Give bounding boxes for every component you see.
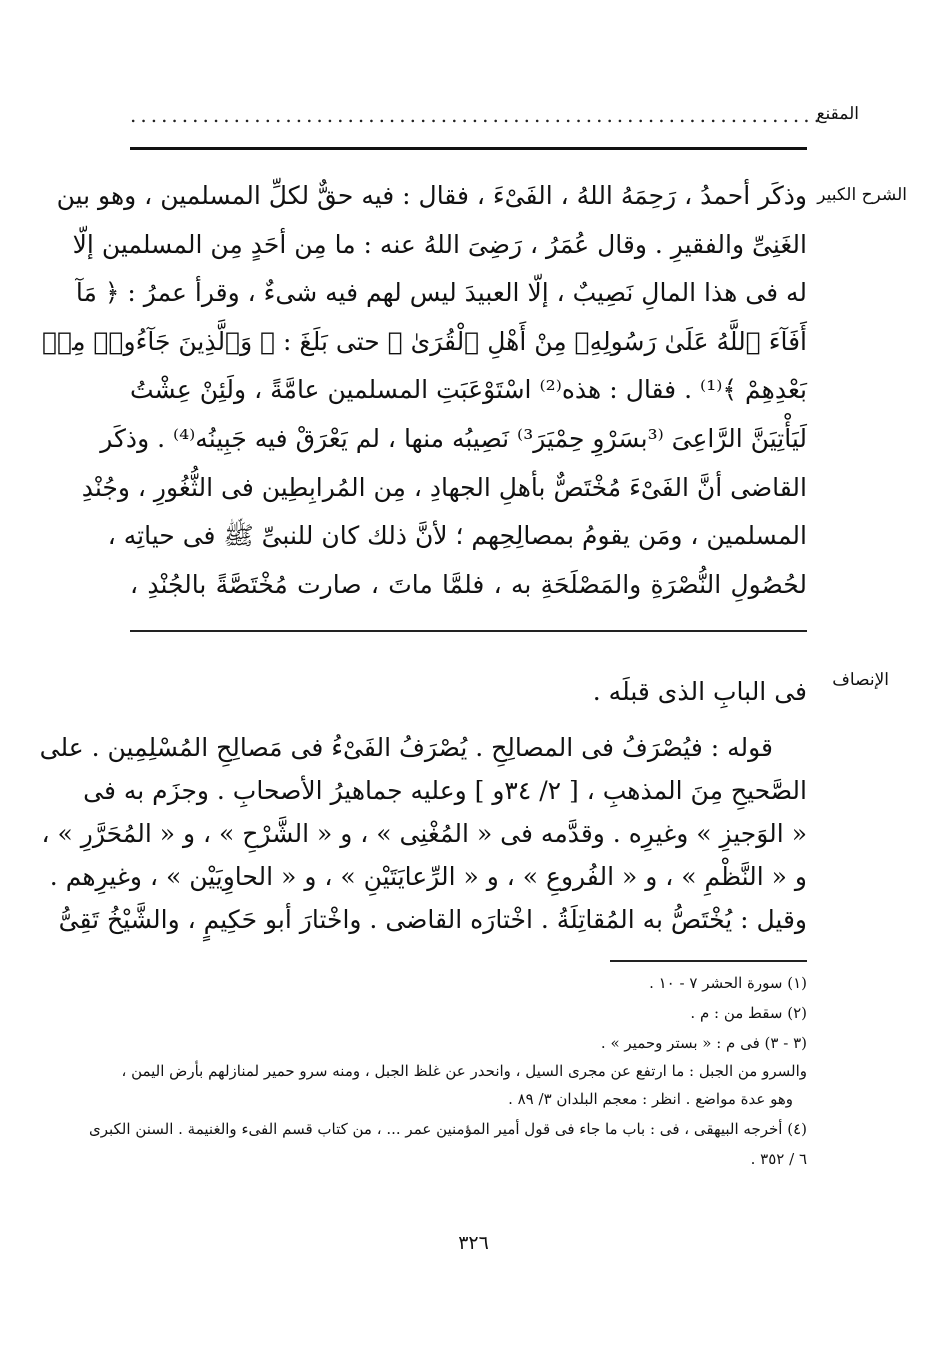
footnote-line: (٣ - ٣) فى م : « بستر وحمير » . bbox=[600, 1034, 807, 1052]
header-divider bbox=[130, 147, 807, 150]
sharh-line: القاضى أنَّ الفَىْءَ مُخْتَصٌّ بأهلِ الجهادِ ، مِن المُرابِطِين فى الثُّغُورِ ، وجُنْدِ bbox=[81, 472, 807, 502]
sharh-line: المسلمين ، ومَن يقومُ بمصالِحِهم ؛ لأنَّ ذلك كان للنبىِّ ﷺ فى حياتِه ، bbox=[107, 521, 807, 551]
insaf-line: فى البابِ الذى قبلَه . bbox=[592, 677, 807, 706]
insaf-line: « الوَجيزِ » وغيرِه . وقدَّمه فى « المُغْنِى » ، و « الشَّرْحِ » ، و « المُحَرَّرِ » ، bbox=[41, 819, 807, 848]
sharh-line: بَعْدِهِمْ ﴾⁽¹⁾ . فقال : هذه⁽²⁾ اسْتَوْعَبَتِ المسلمين عامَّةً ، ولَئِنْ عِشْتُ bbox=[130, 375, 807, 405]
sharh-line: وذكَر أحمدُ ، رَحِمَهُ اللهُ ، الفَىْءَ ، فقال : فيه حقٌّ لكلِّ المسلمين ، وهو بين bbox=[56, 181, 807, 210]
footnote-line: (١) سورة الحشر ٧ - ١٠ . bbox=[649, 974, 807, 992]
sharh-line: لَيَأْتِيَنَّ الرَّاعِىَ ⁽³بسَرْوِ حِمْيَرَ³⁾ نَصِيبُه منها ، لم يَعْرَقْ فيه جَبِينُه⁽⁴⁾ . وذكَر bbox=[100, 423, 807, 453]
insaf-section-label: الإنصاف bbox=[832, 670, 889, 690]
section-divider bbox=[130, 630, 807, 632]
muqni-dotted-line: ................................................................... bbox=[130, 103, 824, 127]
sharh-line: الغَنِىِّ والفقيرِ . وقال عُمَرُ ، رَضِىَ اللهُ عنه : ما مِن أحَدٍ مِن المسلمين إلّا bbox=[72, 229, 807, 259]
insaf-text-block bbox=[39, 668, 807, 941]
insaf-line: و « النَّظْمِ » ، و « الفُروعِ » ، و « الرِّعايَتَيْنِ » ، و « الحاوِيَيْن » ، وغيرِهم . bbox=[49, 862, 807, 891]
sharh-section-label: الشرح الكبير bbox=[817, 185, 907, 205]
footnote-divider bbox=[610, 960, 807, 962]
footnote-line: والسرو من الجبل : ما ارتفع عن مجرى السيل ، وانحدر عن غلظ الجبل ، ومنه سرو حمير لمنازلهم بأرض اليمن ، bbox=[121, 1062, 807, 1080]
footnote-line: ٦ / ٣٥٢ . bbox=[750, 1150, 807, 1168]
muqni-header-label: المقنع bbox=[816, 104, 859, 124]
footnote-line: (٤) أخرجه البيهقى ، فى : باب ما جاء فى قول أمير المؤمنين عمر ... ، من كتاب قسم الفىء والغنيمة . السنن الكبرى bbox=[88, 1120, 807, 1138]
insaf-line: الصَّحيحِ مِنَ المذهبِ ، [ ٢/ ٣٤و ] وعليه جماهيرُ الأصحابِ . وجزَم به فى bbox=[83, 776, 807, 805]
footnote-line: (٢) سقط من : م . bbox=[690, 1004, 807, 1022]
insaf-line: وقيل : يُخْتَصُّ به المُقاتِلَةُ . اخْتارَه القاضى . واخْتارَ أبو حَكِيمٍ ، والشَّيْخُ تَقِىُّ bbox=[58, 905, 807, 934]
sharh-line: له فى هذا المالِ نَصِيبٌ ، إلّا العبيدَ ليس لهم فيه شىءٌ ، وقرأ عمرُ : ﴿ مَآ bbox=[75, 278, 807, 308]
footnotes-block bbox=[88, 968, 807, 1174]
footnote-line: وهو عدة مواضع . انظر : معجم البلدان ٣/ ٨٩ . bbox=[508, 1090, 793, 1108]
insaf-line: قوله : فيُصْرَفُ فى المصالِحِ . يُصْرَفُ الفَىْءُ فى مَصالِحِ المُسْلِمِين . على bbox=[39, 733, 773, 762]
page-number: ٣٢٦ bbox=[458, 1232, 489, 1254]
sharh-text-block bbox=[42, 172, 807, 609]
sharh-line: أَفَآءَ ٱللَّهُ عَلَىٰ رَسُولِهِۦ مِنْ أَهْلِ ٱلْقُرَىٰ ﴾ حتى بَلَغَ : ﴿ وَٱلَّذِينَ جَآءُوا۟ مِنۢ bbox=[42, 326, 807, 356]
sharh-line: لحُصُولِ النُّصْرَةِ والمَصْلَحَةِ به ، فلمَّا ماتَ ، صارت مُخْتَصَّةً بالجُنْدِ ، bbox=[130, 569, 807, 599]
